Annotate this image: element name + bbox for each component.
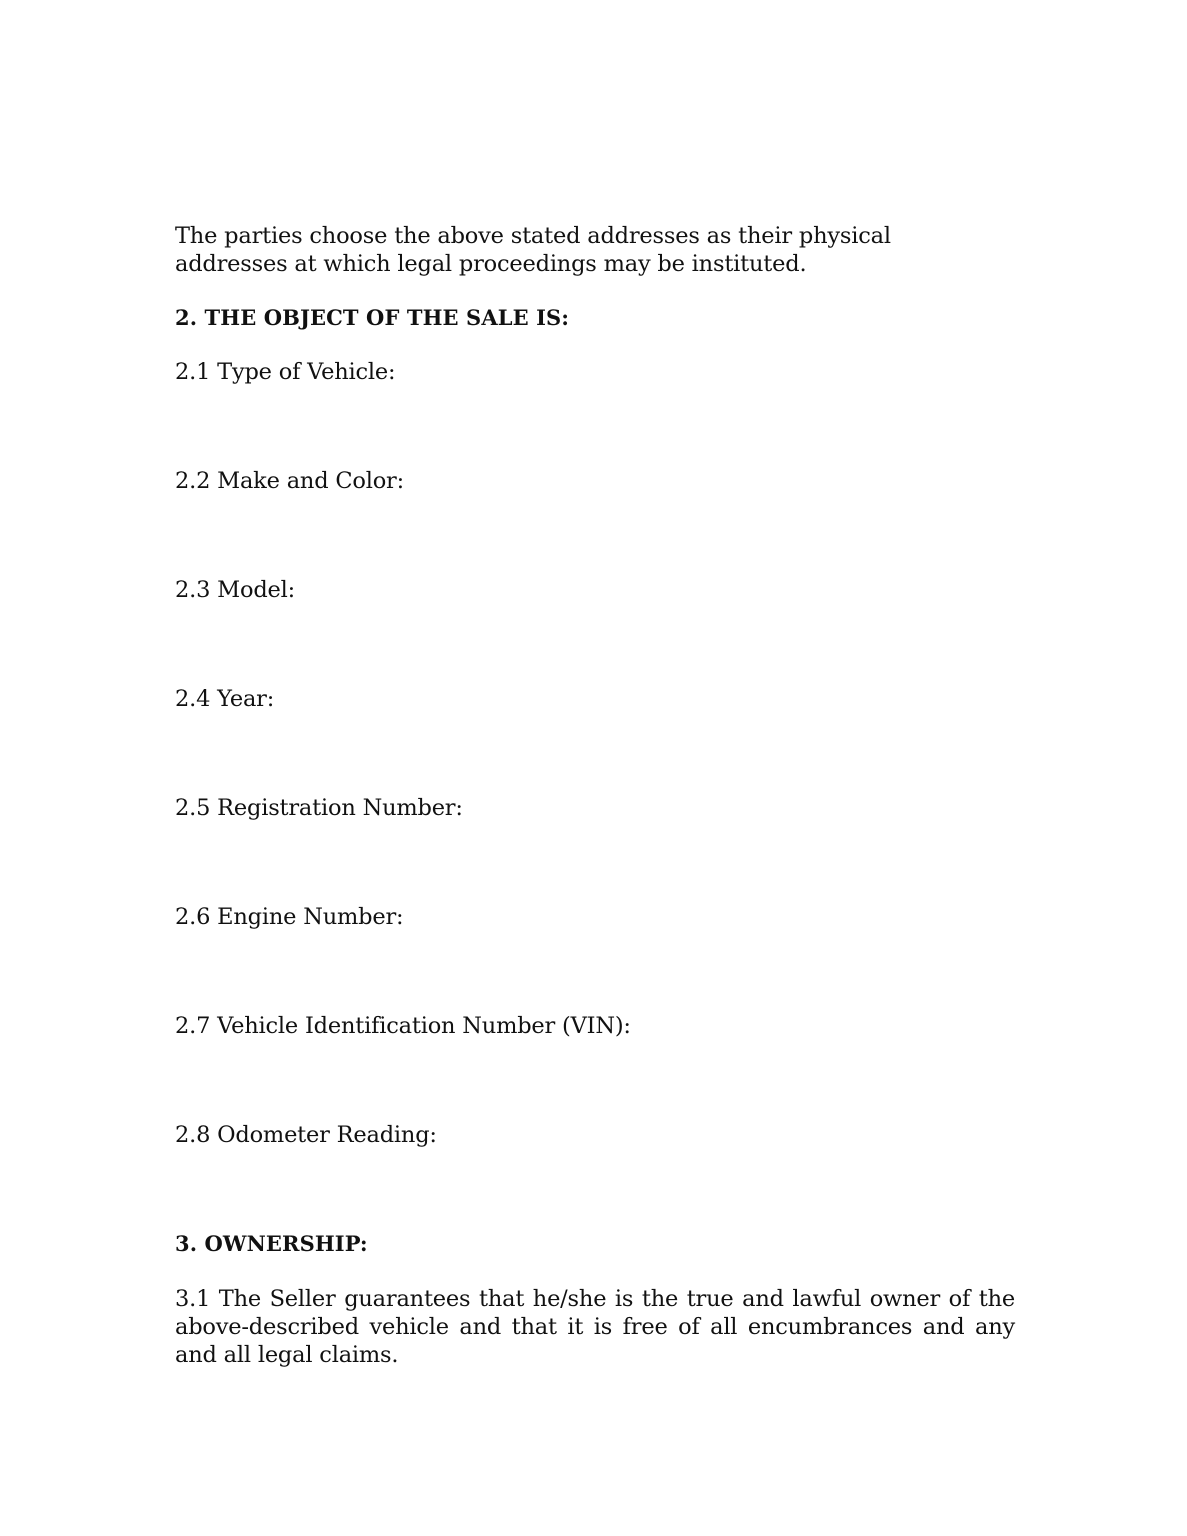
intro-line: The parties choose the above stated addresses as their physical (175, 223, 891, 249)
field-odometer-reading: 2.8 Odometer Reading: (175, 1122, 437, 1148)
field-vin: 2.7 Vehicle Identification Number (VIN): (175, 1013, 631, 1039)
field-make-and-color: 2.2 Make and Color: (175, 468, 404, 494)
intro-line: addresses at which legal proceedings may be instituted. (175, 251, 807, 277)
field-model: 2.3 Model: (175, 577, 296, 603)
ownership-clause-line: and all legal claims. (175, 1342, 399, 1368)
section-heading-object-of-sale: 2. THE OBJECT OF THE SALE IS: (175, 305, 570, 330)
ownership-clause-paragraph (175, 1285, 1015, 1369)
section-heading-ownership: 3. OWNERSHIP: (175, 1231, 368, 1256)
field-engine-number: 2.6 Engine Number: (175, 904, 404, 930)
field-year: 2.4 Year: (175, 686, 275, 712)
ownership-clause-line: above-described vehicle and that it is free of all encumbrances and any (175, 1314, 1015, 1340)
ownership-clause-line: 3.1 The Seller guarantees that he/she is the true and lawful owner of the (175, 1286, 1015, 1312)
field-type-of-vehicle: 2.1 Type of Vehicle: (175, 359, 396, 385)
field-registration-number: 2.5 Registration Number: (175, 795, 463, 821)
intro-paragraph (175, 222, 891, 278)
